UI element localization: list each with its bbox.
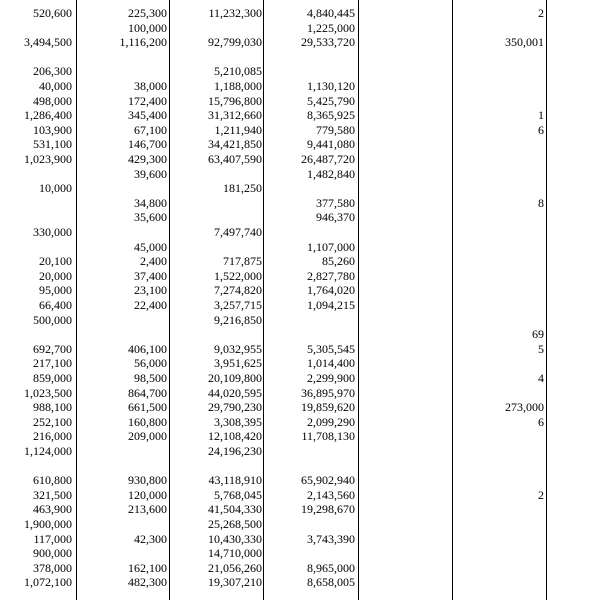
table-cell: 321,500 (33, 487, 72, 502)
table-cell: 12,108,420 (208, 429, 262, 444)
table-cell: 213,600 (128, 502, 167, 517)
table-cell: 172,400 (128, 93, 167, 108)
table-cell: 29,533,720 (301, 35, 355, 50)
table-cell (87, 459, 167, 473)
table-row (0, 575, 600, 589)
table-cell: 40,000 (39, 79, 72, 93)
table-cell (2, 196, 72, 210)
table-cell: 19,298,670 (301, 502, 355, 517)
table-row (0, 108, 600, 122)
table-cell: 34,800 (134, 195, 167, 210)
table-cell (265, 517, 355, 531)
table-cell: 864,700 (128, 385, 167, 400)
table-cell: 29,790,230 (208, 400, 262, 415)
table-cell (265, 50, 355, 64)
table-row (0, 79, 600, 93)
table-row (0, 327, 600, 341)
table-cell: 4,840,445 (307, 6, 355, 20)
table-cell: 8 (538, 195, 544, 210)
table-cell: 26,487,720 (301, 152, 355, 166)
table-cell: 779,580 (316, 122, 355, 137)
table-cell (2, 459, 72, 473)
table-cell: 930,800 (128, 473, 167, 488)
table-cell (464, 167, 544, 181)
table-cell (464, 269, 544, 283)
table-cell: 5,425,790 (307, 93, 355, 108)
table-cell: 463,900 (33, 502, 72, 517)
table-cell: 56,000 (134, 356, 167, 371)
table-row (0, 532, 600, 546)
table-row (0, 459, 600, 473)
table-row (0, 167, 600, 181)
table-cell: 345,400 (128, 108, 167, 123)
table-row (0, 561, 600, 575)
table-cell (464, 459, 544, 473)
table-cell: 19,859,620 (301, 400, 355, 415)
table-cell: 35,600 (134, 210, 167, 225)
table-row (0, 64, 600, 78)
table-row (0, 386, 600, 400)
table-cell: 103,900 (33, 122, 72, 137)
table-cell: 85,260 (322, 254, 355, 269)
table-cell (464, 546, 544, 560)
table-cell: 252,100 (33, 414, 72, 429)
table-cell: 5,210,085 (214, 64, 262, 79)
table-row (0, 283, 600, 297)
table-cell (464, 444, 544, 458)
table-cell (464, 429, 544, 443)
table-cell: 946,370 (316, 210, 355, 225)
table-row (0, 415, 600, 429)
table-cell: 3,308,395 (214, 414, 262, 429)
table-cell: 482,300 (128, 575, 167, 590)
table-cell: 1 (538, 108, 544, 123)
table-cell (265, 181, 355, 195)
table-cell: 406,100 (128, 341, 167, 356)
table-cell: 1,072,100 (24, 575, 72, 590)
table-cell: 3,951,625 (214, 356, 262, 371)
table-row (0, 371, 600, 385)
table-cell (87, 181, 167, 195)
table-cell (2, 21, 72, 35)
table-cell (265, 64, 355, 78)
table-cell (265, 313, 355, 327)
table-cell: 692,700 (33, 341, 72, 356)
table-cell: 350,001 (505, 35, 544, 50)
table-cell: 1,023,500 (24, 385, 72, 400)
table-cell: 520,600 (33, 6, 72, 20)
table-cell: 7,274,820 (214, 283, 262, 298)
table-cell: 9,441,080 (307, 137, 355, 152)
table-cell: 1,225,000 (307, 20, 355, 35)
table-row (0, 400, 600, 414)
table-cell: 216,000 (33, 429, 72, 444)
table-row (0, 473, 600, 487)
table-cell (464, 561, 544, 575)
table-cell: 498,000 (33, 93, 72, 108)
table-cell: 37,400 (134, 268, 167, 283)
table-cell: 21,056,260 (208, 560, 262, 575)
table-cell: 100,000 (128, 20, 167, 35)
table-cell (172, 327, 262, 341)
table-cell: 19,307,210 (208, 575, 262, 590)
table-cell: 2 (538, 6, 544, 20)
table-cell (2, 210, 72, 224)
table-cell: 4 (538, 371, 544, 385)
table-cell (464, 152, 544, 166)
table-cell (464, 64, 544, 78)
table-cell: 7,497,740 (214, 225, 262, 239)
table-row (0, 152, 600, 166)
table-row (0, 517, 600, 531)
table-row (0, 35, 600, 49)
table-cell: 1,014,400 (307, 356, 355, 371)
table-cell: 1,094,215 (307, 298, 355, 312)
table-cell: 41,504,330 (208, 502, 262, 517)
table-cell (464, 356, 544, 370)
table-cell: 1,211,940 (214, 122, 262, 137)
table-cell (464, 283, 544, 297)
table-cell (464, 313, 544, 327)
table-cell: 1,286,400 (24, 108, 72, 123)
table-cell (87, 546, 167, 560)
table-cell (172, 459, 262, 473)
table-cell: 98,500 (134, 371, 167, 385)
table-cell: 531,100 (33, 137, 72, 152)
table-cell: 2,143,560 (307, 487, 355, 502)
table-row (0, 6, 600, 20)
table-row (0, 225, 600, 239)
table-row (0, 298, 600, 312)
table-cell (87, 64, 167, 78)
table-cell (2, 50, 72, 64)
table-row (0, 137, 600, 151)
table-cell: 67,100 (134, 122, 167, 137)
table-cell: 9,216,850 (214, 312, 262, 327)
table-row (0, 196, 600, 210)
table-cell: 2 (538, 487, 544, 502)
table-cell (464, 298, 544, 312)
table-cell: 9,032,955 (214, 341, 262, 356)
table-cell: 11,232,300 (208, 6, 262, 20)
table-cell: 2,099,290 (307, 414, 355, 429)
table-cell (172, 167, 262, 181)
table-cell: 1,482,840 (307, 166, 355, 181)
table-row (0, 240, 600, 254)
table-cell: 8,965,000 (307, 560, 355, 575)
table-cell: 3,743,390 (307, 531, 355, 546)
table-cell: 3,494,500 (24, 35, 72, 50)
table-cell (265, 546, 355, 560)
table-cell: 610,800 (33, 473, 72, 488)
table-cell: 65,902,940 (301, 473, 355, 488)
table-cell: 330,000 (33, 225, 72, 239)
table-cell (87, 225, 167, 239)
table-cell: 500,000 (33, 312, 72, 327)
table-cell: 120,000 (128, 487, 167, 502)
table-cell: 31,312,660 (208, 108, 262, 123)
table-cell (87, 327, 167, 341)
table-cell: 66,400 (39, 298, 72, 312)
table-cell: 1,124,000 (24, 444, 72, 458)
table-cell: 1,188,000 (214, 79, 262, 93)
table-cell: 429,300 (128, 152, 167, 166)
table-cell: 1,130,120 (307, 79, 355, 93)
table-cell: 15,796,800 (208, 93, 262, 108)
table-cell (2, 327, 72, 341)
table-cell (2, 240, 72, 254)
table-row (0, 50, 600, 64)
table-cell: 1,764,020 (307, 283, 355, 298)
table-row (0, 254, 600, 268)
table-row (0, 429, 600, 443)
table-cell: 273,000 (505, 400, 544, 415)
table-cell: 8,365,925 (307, 108, 355, 123)
table-cell: 1,107,000 (307, 239, 355, 254)
table-row (0, 21, 600, 35)
table-cell: 206,300 (33, 64, 72, 79)
table-row (0, 269, 600, 283)
table-cell (464, 240, 544, 254)
table-cell: 859,000 (33, 371, 72, 385)
table-cell (464, 517, 544, 531)
table-row (0, 123, 600, 137)
table-cell (172, 240, 262, 254)
table-cell: 661,500 (128, 400, 167, 415)
table-cell (265, 444, 355, 458)
table-cell: 36,895,970 (301, 385, 355, 400)
table-cell: 63,407,590 (208, 152, 262, 166)
table-cell: 377,580 (316, 195, 355, 210)
table-cell: 43,118,910 (208, 473, 262, 488)
table-row (0, 444, 600, 458)
table-cell (265, 459, 355, 473)
table-cell: 1,522,000 (214, 268, 262, 283)
table-row (0, 342, 600, 356)
table-cell (265, 225, 355, 239)
table-cell: 225,300 (128, 6, 167, 20)
table-cell: 92,799,030 (208, 35, 262, 50)
table-cell: 6 (538, 122, 544, 137)
table-cell: 24,196,230 (208, 444, 262, 458)
table-cell: 69 (532, 327, 544, 342)
table-cell: 988,100 (33, 400, 72, 415)
table-cell: 10,430,330 (208, 531, 262, 546)
table-cell (464, 94, 544, 108)
table-cell: 45,000 (134, 239, 167, 254)
table-cell: 162,100 (128, 560, 167, 575)
table-cell (87, 313, 167, 327)
table-cell: 378,000 (33, 560, 72, 575)
table-cell (464, 21, 544, 35)
table-cell (464, 386, 544, 400)
table-cell: 42,300 (134, 531, 167, 546)
table-cell: 217,100 (33, 356, 72, 371)
table-cell: 34,421,850 (208, 137, 262, 152)
table-cell: 20,000 (39, 268, 72, 283)
table-cell: 3,257,715 (214, 298, 262, 312)
table-row (0, 313, 600, 327)
table-row (0, 488, 600, 502)
table-cell (464, 79, 544, 93)
table-cell: 160,800 (128, 414, 167, 429)
table-cell: 2,400 (140, 254, 167, 269)
table-cell: 39,600 (134, 166, 167, 181)
table-row (0, 546, 600, 560)
table-cell: 10,000 (39, 181, 72, 196)
table-cell (464, 50, 544, 64)
table-cell (172, 196, 262, 210)
table-cell (265, 327, 355, 341)
table-row (0, 94, 600, 108)
table-cell (464, 532, 544, 546)
table-cell: 25,268,500 (208, 517, 262, 531)
table-cell: 44,020,595 (208, 385, 262, 400)
table-row (0, 502, 600, 516)
table-cell: 1,116,200 (119, 35, 167, 50)
table-cell: 2,827,780 (307, 268, 355, 283)
table-cell: 5 (538, 341, 544, 356)
table-cell: 22,400 (134, 298, 167, 312)
table-cell: 38,000 (134, 79, 167, 93)
table-cell: 20,100 (39, 254, 72, 269)
table-cell: 14,710,000 (208, 546, 262, 561)
table-cell (464, 473, 544, 487)
table-cell (172, 210, 262, 224)
table-cell: 717,875 (223, 254, 262, 269)
table-row (0, 210, 600, 224)
table-cell: 23,100 (134, 283, 167, 298)
table-cell (464, 502, 544, 516)
table-cell (172, 50, 262, 64)
table-cell: 95,000 (39, 283, 72, 298)
table-cell: 900,000 (33, 546, 72, 561)
table-cell: 2,299,900 (307, 371, 355, 385)
table-cell: 6 (538, 414, 544, 429)
table-cell (464, 254, 544, 268)
table-cell: 8,658,005 (307, 575, 355, 590)
table-cell: 1,900,000 (24, 517, 72, 531)
table-cell: 209,000 (128, 429, 167, 444)
table-cell (464, 210, 544, 224)
table-cell: 117,000 (33, 531, 72, 546)
table-row (0, 181, 600, 195)
table-cell: 181,250 (223, 181, 262, 196)
table-cell: 5,305,545 (307, 341, 355, 356)
table-cell (464, 137, 544, 151)
table-cell (464, 181, 544, 195)
table-cell: 20,109,800 (208, 371, 262, 385)
table-cell (87, 444, 167, 458)
table-cell (172, 21, 262, 35)
table-cell: 1,023,900 (24, 152, 72, 166)
table-cell: 11,708,130 (301, 429, 355, 444)
table-cell (87, 50, 167, 64)
table-cell (87, 517, 167, 531)
table-cell: 5,768,045 (214, 487, 262, 502)
table-cell: 146,700 (128, 137, 167, 152)
table-cell (464, 225, 544, 239)
table-cell (2, 167, 72, 181)
table-cell (464, 575, 544, 589)
table-row (0, 356, 600, 370)
